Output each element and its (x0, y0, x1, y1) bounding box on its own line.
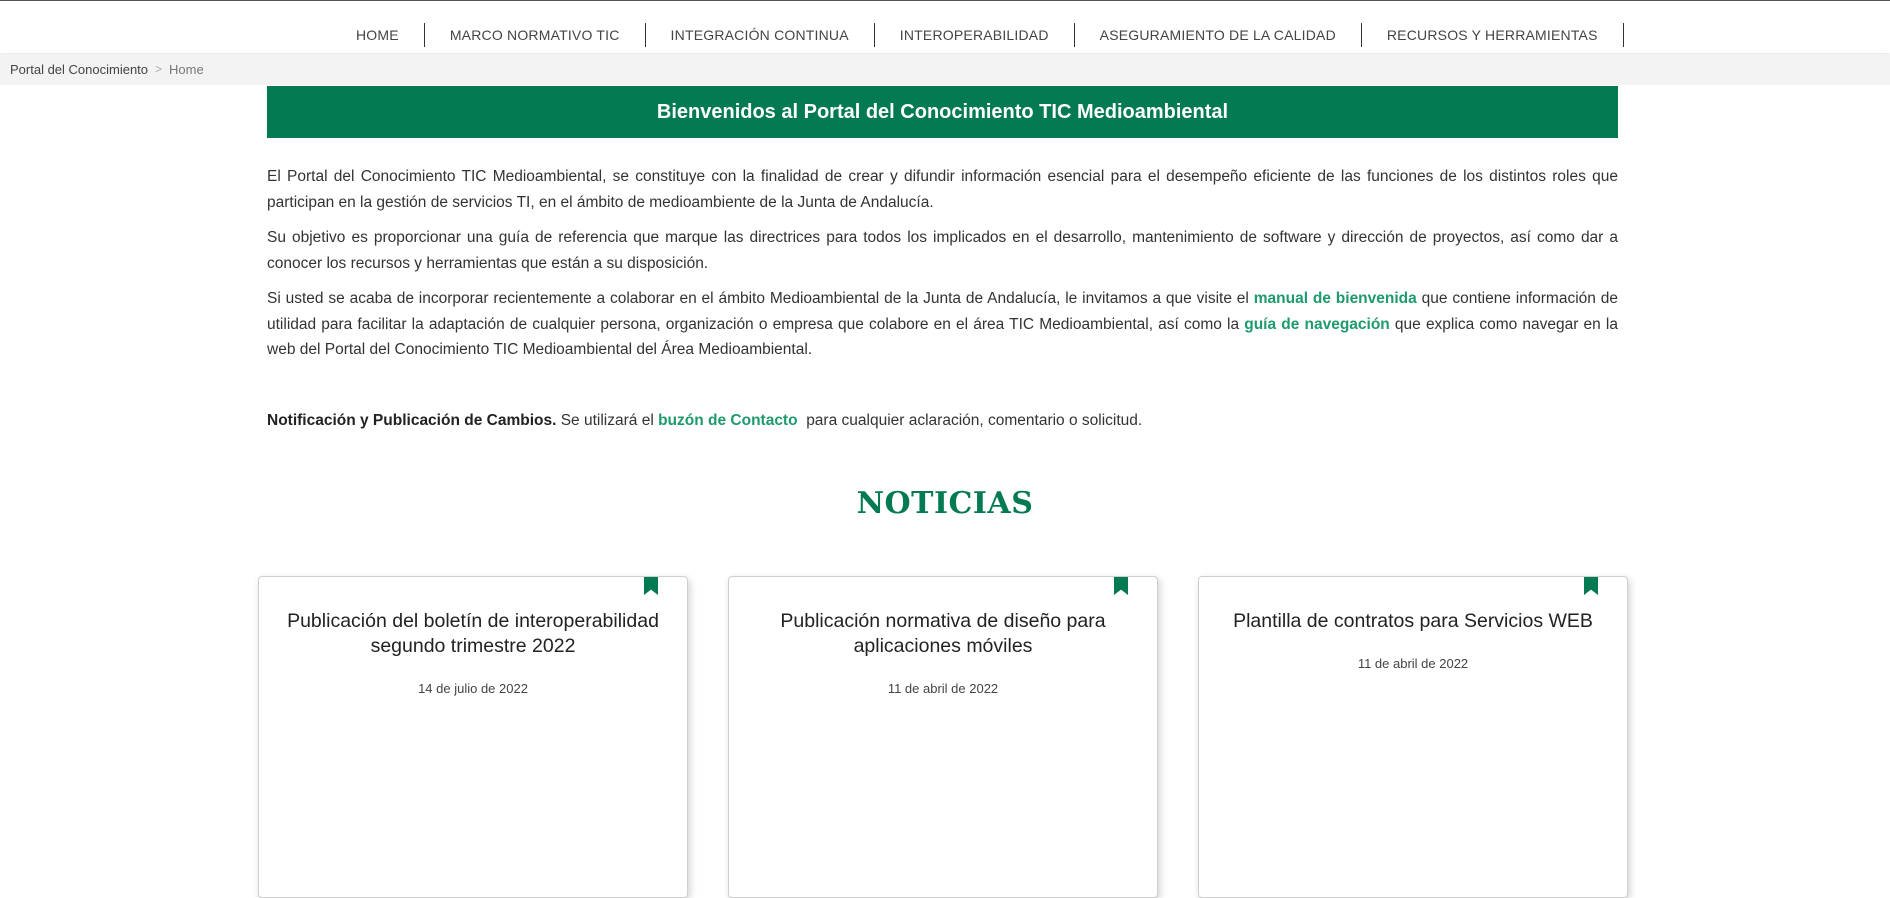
news-cards (258, 576, 1628, 898)
intro-p3-text-c: que explica como navegar en la web del Portal del Conocimiento TIC Medioambiental del Área Medioambiental. (267, 315, 1618, 358)
welcome-banner (267, 86, 1618, 138)
notification-text-b: para cualquier aclaración, comentario o solicitud. (797, 411, 1143, 429)
nav-item-integracion-continua[interactable]: INTEGRACIÓN CONTINUA (646, 23, 875, 47)
buzon-contacto-link[interactable]: buzón de Contacto (658, 411, 798, 429)
intro-p3-text-b: que contiene información de utilidad para facilitar la adaptación de cualquier persona, organización o empresa que colabore en el área TIC Medioambiental, así como la (267, 290, 1618, 333)
nav-item-marco-normativo-tic[interactable]: MARCO NORMATIVO TIC (425, 23, 646, 47)
nav-item-interoperabilidad[interactable]: INTEROPERABILIDAD (875, 23, 1075, 47)
main-navbar (0, 1, 1890, 53)
news-card-date: 14 de julio de 2022 (418, 681, 528, 696)
intro-paragraph-1: El Portal del Conocimiento TIC Medioambiental, se constituye con la finalidad de crear y difundir información esencial para el desempeño eficiente de las funciones de los distintos roles que participan en la gestión de servicios TI, en el ámbito de medioambiente de la Junta de Andalucía. (267, 168, 1618, 211)
main-content (267, 86, 1618, 433)
breadcrumb-bar (0, 54, 1890, 85)
news-card-date: 11 de abril de 2022 (1357, 656, 1469, 671)
news-card-title[interactable]: Publicación normativa de diseño para aplicaciones móviles (780, 610, 1106, 657)
nav-item-home[interactable]: HOME (331, 23, 425, 47)
breadcrumb (10, 54, 204, 85)
nav-item-aseguramiento-calidad[interactable]: ASEGURAMIENTO DE LA CALIDAD (1075, 23, 1362, 47)
news-card-title[interactable]: Plantilla de contratos para Servicios WEB (1233, 610, 1593, 632)
intro-paragraph-2: Su objetivo es proporcionar una guía de referencia que marque las directrices para todos los implicados en el desarrollo, mantenimiento de software y dirección de proyectos, así como dar a conocer los recursos y herramientas que están a su disposición. (267, 229, 1618, 272)
guia-navegacion-link[interactable]: guía de navegación (1244, 315, 1390, 333)
welcome-banner-title: Bienvenidos al Portal del Conocimiento TIC Medioambiental (656, 100, 1229, 123)
notification-paragraph (267, 408, 1618, 434)
intro-p3-text-a: Si usted se acaba de incorporar recientemente a colaborar en el ámbito Medioambiental de la Junta de Andalucía, le invitamos a que visite el (267, 290, 1254, 307)
news-card[interactable] (1198, 576, 1628, 898)
intro-paragraph-3 (267, 286, 1618, 363)
news-card[interactable] (728, 576, 1158, 898)
news-section-title: NOTICIAS (856, 486, 1034, 521)
news-card-date: 11 de abril de 2022 (887, 681, 999, 696)
notification-heading: Notificación y Publicación de Cambios. (267, 411, 557, 429)
manual-bienvenida-link[interactable]: manual de bienvenida (1253, 290, 1417, 307)
news-card-title[interactable]: Publicación del boletín de interoperabilidad segundo trimestre 2022 (287, 610, 659, 657)
main-nav-menu (331, 22, 1624, 48)
notification-text-a: Se utilizará el (556, 411, 659, 429)
breadcrumb-root-link[interactable]: Portal del Conocimiento (10, 62, 149, 77)
nav-item-recursos-herramientas[interactable]: RECURSOS Y HERRAMIENTAS (1362, 23, 1624, 47)
bookmark-icon (1114, 577, 1128, 595)
bookmark-icon (644, 577, 658, 595)
chevron-right-icon: > (155, 62, 163, 76)
breadcrumb-current: Home (169, 62, 204, 77)
bookmark-icon (1584, 577, 1598, 595)
news-card[interactable] (258, 576, 688, 898)
